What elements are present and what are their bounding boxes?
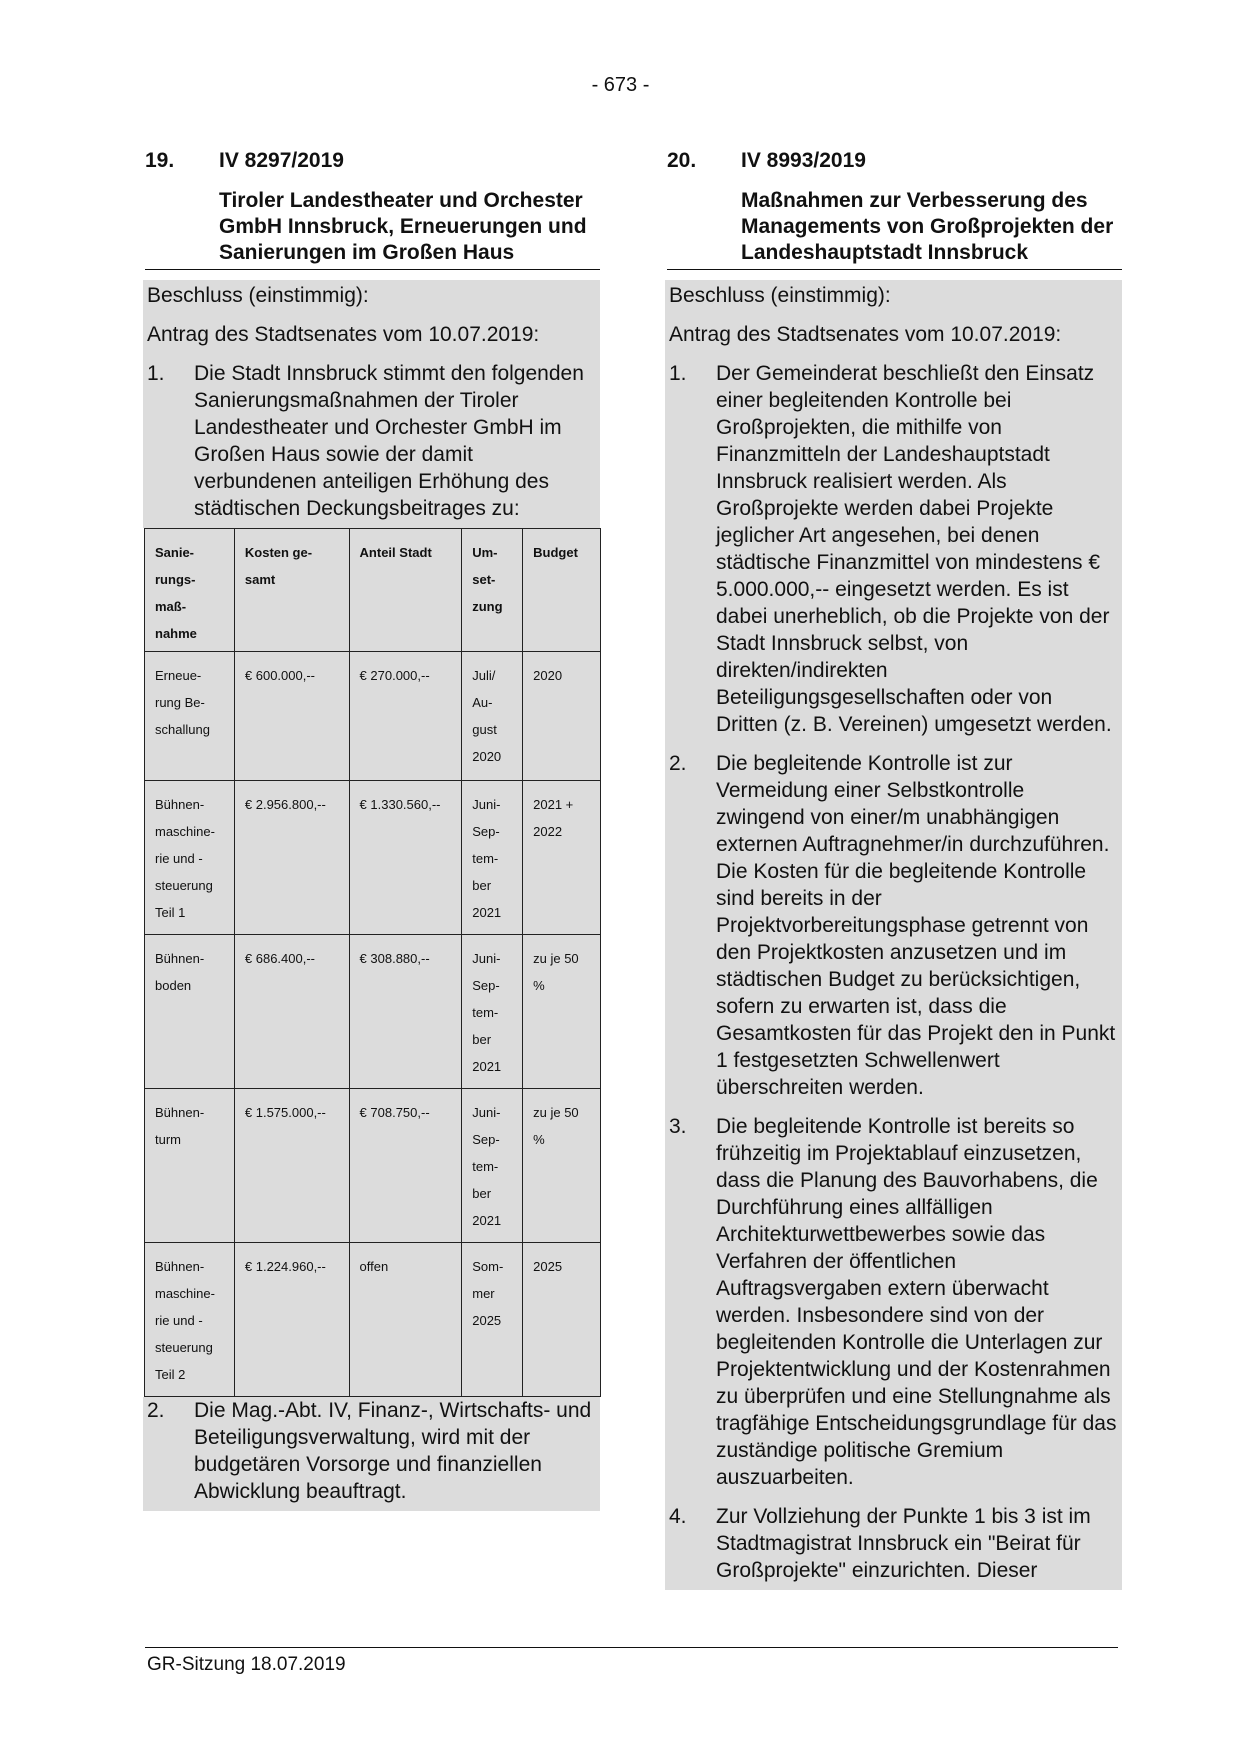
table-row [145, 1243, 601, 1397]
table-cell: Bühnen-turm [145, 1089, 235, 1243]
agenda-item-title: Maßnahmen zur Verbesserung des Managements von Großprojekten der Landeshauptstadt Innsbruck [741, 189, 1114, 264]
table-cell: Juni-Sep-tem-ber 2021 [462, 781, 523, 935]
motion-label: Antrag des Stadtsenates vom 10.07.2019: [147, 323, 540, 346]
list-item-text: Die Mag.-Abt. IV, Finanz-, Wirtschafts- und Beteiligungsverwaltung, wird mit der budgetären Vorsorge und finanziellen Abwicklung beauftragt. [194, 1399, 592, 1503]
table-cell: 2021 + 2022 [523, 781, 601, 935]
renovation-table [144, 528, 601, 1397]
decision-label: Beschluss (einstimmig): [147, 284, 369, 307]
table-cell: Bühnen-maschine-rie und -steuerung Teil 1 [145, 781, 235, 935]
agenda-item-reference: IV 8297/2019 [219, 149, 344, 172]
table-cell: € 708.750,-- [349, 1089, 462, 1243]
table-row [145, 781, 601, 935]
list-item-text: Die Stadt Innsbruck stimmt den folgenden Sanierungsmaßnahmen der Tiroler Landestheater und Orchester GmbH im Großen Haus sowie der damit verbundenen anteiligen Erhöhung des städtischen Deckungsbeitrages zu: [194, 362, 584, 520]
table-cell: € 600.000,-- [234, 652, 349, 781]
table-cell: 2025 [523, 1243, 601, 1397]
right-column [667, 148, 1122, 1590]
table-cell: € 1.224.960,-- [234, 1243, 349, 1397]
agenda-item-number: 20. [667, 149, 697, 172]
list-item-number: 2. [669, 752, 687, 775]
agenda-item-title: Tiroler Landestheater und Orchester GmbH Innsbruck, Erneuerungen und Sanierungen im Großen Haus [219, 189, 587, 264]
footer-divider [145, 1647, 1118, 1648]
table-row [145, 935, 601, 1089]
table-cell: Bühnen-maschine-rie und -steuerung Teil 2 [145, 1243, 235, 1397]
table-cell: € 1.575.000,-- [234, 1089, 349, 1243]
table-header-cell: Kosten ge-samt [234, 529, 349, 652]
table-cell: offen [349, 1243, 462, 1397]
list-item [669, 360, 1118, 738]
list-item [147, 1397, 596, 1505]
table-cell: € 686.400,-- [234, 935, 349, 1089]
footer-session-date: GR-Sitzung 18.07.2019 [147, 1654, 346, 1675]
decision-block [143, 280, 600, 528]
list-item [147, 360, 596, 522]
list-item-text: Die begleitende Kontrolle ist zur Vermeidung einer Selbstkontrolle zwingend von einer/m unabhängigen externen Auftragnehmer/in durchzuführen. Die Kosten für die begleitende Kontrolle sind bereits in der Projektvorbereitungsphase getrennt von den Projektkosten anzusetzen und im städtischen Budget zu berücksichtigen, sofern zu erwarten ist, dass die Gesamtkosten für das Projekt den in Punkt 1 festgesetzten Schwellenwert überschreiten werden. [716, 752, 1116, 1099]
list-item-number: 1. [147, 362, 165, 385]
table-cell: € 2.956.800,-- [234, 781, 349, 935]
decision-block-continued [143, 1397, 600, 1511]
table-header-cell: Budget [523, 529, 601, 652]
list-item-text: Die begleitende Kontrolle ist bereits so frühzeitig im Projektablauf einzusetzen, dass die Planung des Bauvorhabens, die Durchführung eines allfälligen Architekturwettbewerbes sowie das Verfahren der öffentlichen Auftragsvergaben extern überwacht werden. Insbesondere sind von der begleitenden Kontrolle die Unterlagen zur Projektentwicklung und der Kostenrahmen zu überprüfen und eine Stellungnahme als tragfähige Entscheidungsgrundlage für das zuständige politische Gremium auszuarbeiten. [716, 1115, 1117, 1489]
table-row [145, 652, 601, 781]
agenda-item-header [145, 148, 600, 174]
table-cell: Juli/ Au-gust 2020 [462, 652, 523, 781]
list-item-number: 4. [669, 1505, 687, 1528]
decision-label: Beschluss (einstimmig): [669, 284, 891, 307]
agenda-item-reference: IV 8993/2019 [741, 149, 866, 172]
list-item-text: Zur Vollziehung der Punkte 1 bis 3 ist im Stadtmagistrat Innsbruck ein "Beirat für Großprojekte" einzurichten. Dieser [716, 1505, 1091, 1582]
agenda-item-header [667, 148, 1122, 174]
table-cell: zu je 50 % [523, 935, 601, 1089]
table-cell: Som-mer 2025 [462, 1243, 523, 1397]
table-header-cell: Sanie-rungs-maß-nahme [145, 529, 235, 652]
table-header-row [145, 529, 601, 652]
table-cell: zu je 50 % [523, 1089, 601, 1243]
table-cell: Juni-Sep-tem-ber 2021 [462, 1089, 523, 1243]
list-item-number: 1. [669, 362, 687, 385]
table-cell: € 270.000,-- [349, 652, 462, 781]
list-item [669, 1503, 1118, 1584]
title-divider [667, 269, 1122, 270]
table-cell: Bühnen-boden [145, 935, 235, 1089]
left-column [145, 148, 600, 1511]
table-cell: 2020 [523, 652, 601, 781]
page-number: - 673 - [591, 74, 650, 96]
table-cell: Erneue-rung Be-schallung [145, 652, 235, 781]
table-header-cell: Anteil Stadt [349, 529, 462, 652]
title-divider [145, 269, 600, 270]
table-header-cell: Um-set-zung [462, 529, 523, 652]
list-item [669, 1113, 1118, 1491]
table-row [145, 1089, 601, 1243]
list-item [669, 750, 1118, 1101]
list-item-text: Der Gemeinderat beschließt den Einsatz einer begleitenden Kontrolle bei Großprojekten, die mithilfe von Finanzmitteln der Landeshauptstadt Innsbruck realisiert werden. Als Großprojekte werden dabei Projekte jeglicher Art angesehen, bei denen städtische Finanzmittel von mindestens € 5.000.000,-- eingesetzt werden. Es ist dabei unerheblich, ob die Projekte von der Stadt Innsbruck selbst, von direkten/indirekten Beteiligungsgesellschaften oder von Dritten (z. B. Vereinen) umgesetzt werden. [716, 362, 1112, 736]
list-item-number: 2. [147, 1399, 165, 1422]
table-cell: € 308.880,-- [349, 935, 462, 1089]
decision-block [665, 280, 1122, 1590]
motion-label: Antrag des Stadtsenates vom 10.07.2019: [669, 323, 1062, 346]
table-cell: Juni-Sep-tem-ber 2021 [462, 935, 523, 1089]
agenda-item-number: 19. [145, 149, 175, 172]
list-item-number: 3. [669, 1115, 687, 1138]
table-cell: € 1.330.560,-- [349, 781, 462, 935]
